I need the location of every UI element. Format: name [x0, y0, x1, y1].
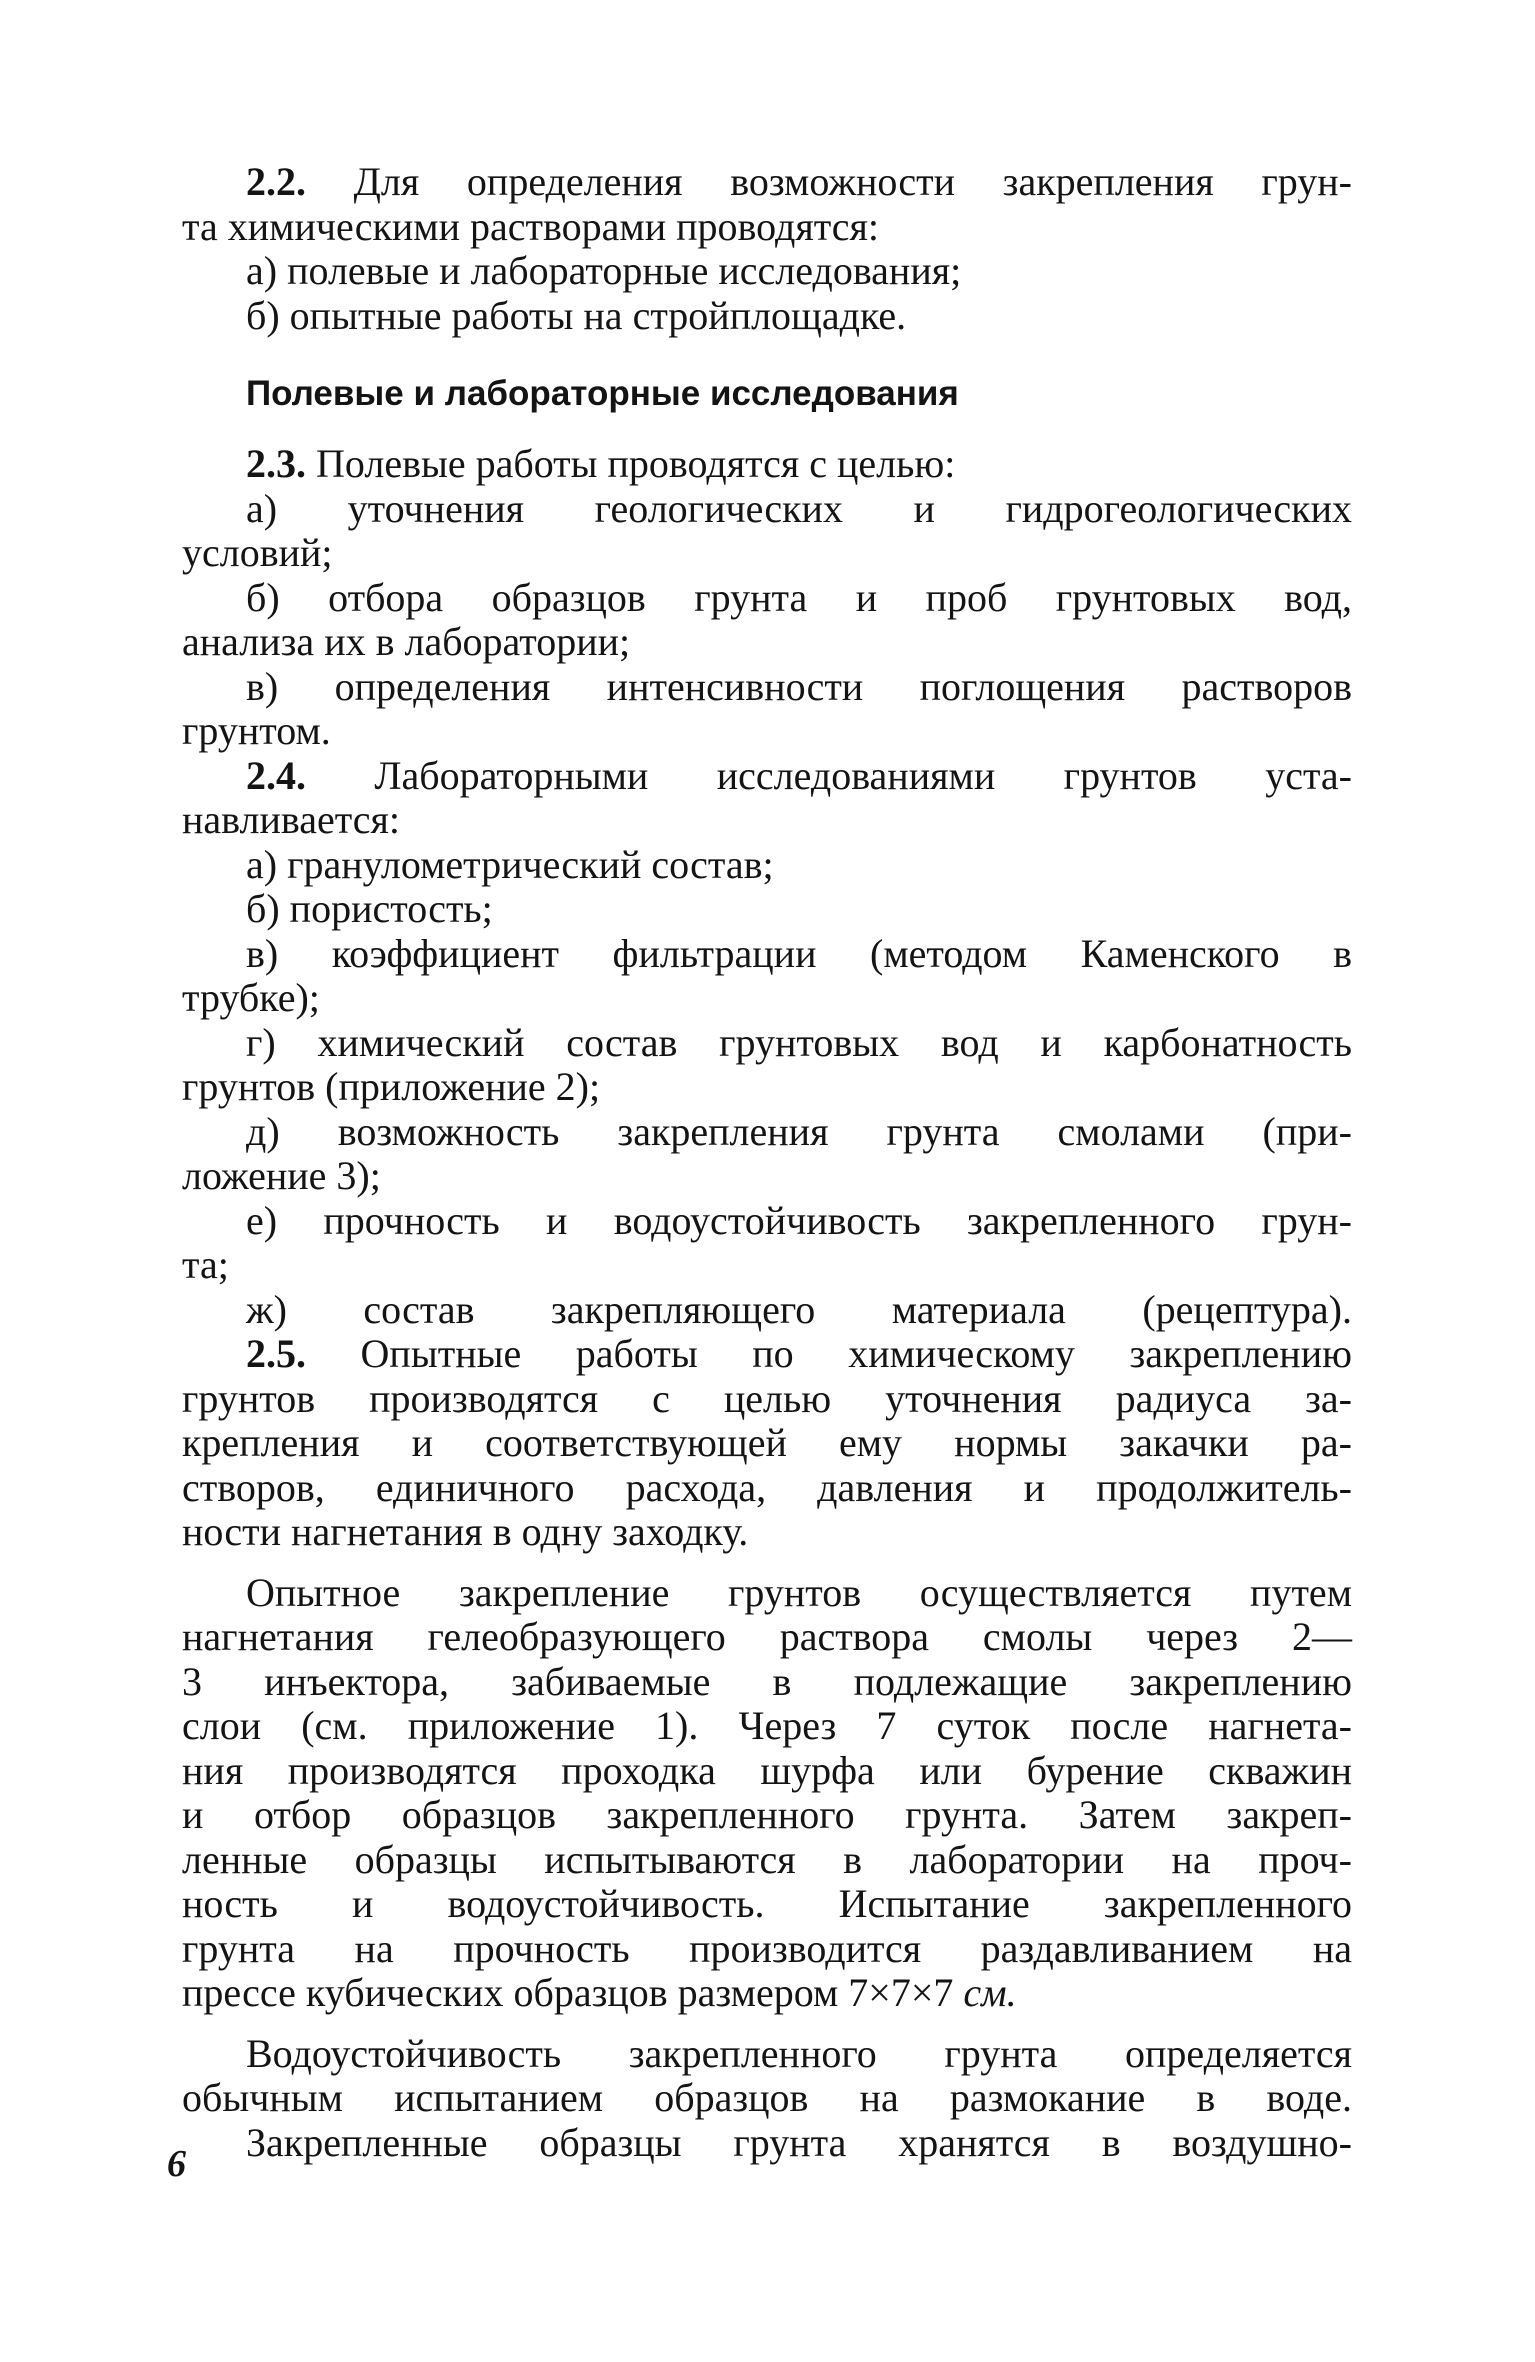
list-item-d-line-1: г) химический состав грунтовых вод и карбонатность	[246, 1019, 1352, 1065]
paragraph-2-line-7: ленные образцы испытываются в лаборатории на проч-	[182, 1836, 1352, 1882]
list-item-b: б) пористость;	[246, 886, 493, 931]
section-number: 2.5.	[246, 1331, 306, 1376]
list-item-b: б) опытные работы на стройплощадке.	[246, 292, 907, 338]
section-2-4-line-1: 2.4. Лабораторными исследованиями грунтов уста-	[246, 752, 1352, 798]
section-number: 2.2.	[246, 159, 306, 204]
list-item-c-line-2: трубке);	[182, 975, 320, 1020]
list-item-a-line-1: а) уточнения геологических и гидрогеологических	[246, 485, 1352, 531]
list-item-e-line-2: ложение 3);	[182, 1153, 381, 1198]
list-item-f-line-1: е) прочность и водоустойчивость закрепленного грун-	[246, 1197, 1352, 1243]
section-2-3-line-1: 2.3. Полевые работы проводятся с целью:	[246, 441, 956, 486]
section-2-5-line-5: ности нагнетания в одну заходку.	[182, 1509, 749, 1554]
list-item-d-line-2: грунтов (приложение 2);	[182, 1064, 601, 1109]
section-2-5-line-3: крепления и соответствующей ему нормы закачки ра-	[182, 1420, 1352, 1465]
paragraph-3-line-2: обычным испытанием образцов на размокание в воде.	[182, 2075, 1352, 2120]
list-item-c-line-1: в) определения интенсивности поглощения растворов	[246, 663, 1352, 709]
list-item-c-line-2: грунтом.	[182, 708, 331, 753]
paragraph-2-line-8: ность и водоустойчивость. Испытание закрепленного	[182, 1881, 1352, 1926]
paragraph-2-line-2: нагнетания гелеобразующего раствора смолы через 2—	[182, 1614, 1352, 1659]
paragraph-2-line-3: 3 инъектора, забиваемые в подлежащие закреплению	[182, 1658, 1352, 1704]
section-heading: Полевые и лабораторные исследования	[246, 374, 959, 413]
paragraph-2-line-5: ния производятся проходка шурфа или бурение скважин	[182, 1747, 1352, 1793]
list-item-a: а) гранулометрический состав;	[246, 841, 774, 887]
list-item-e-line-1: д) возможность закрепления грунта смолами (при-	[246, 1108, 1352, 1154]
section-2-2-line-2: та химическими растворами проводятся:	[182, 203, 879, 249]
list-item-b-line-1: б) отбора образцов грунта и проб грунтовых вод,	[246, 574, 1352, 620]
section-number: 2.3.	[246, 441, 306, 486]
list-item-c-line-1: в) коэффициент фильтрации (методом Каменского в	[246, 930, 1352, 976]
list-item-f-line-2: та;	[182, 1242, 229, 1287]
paragraph-4-line-1: Закрепленные образцы грунта хранятся в воздушно-	[246, 2119, 1352, 2165]
paragraph-2-line-6: и отбор образцов закрепленного грунта. Затем закреп-	[182, 1792, 1352, 1837]
section-2-5-line-4: створов, единичного расхода, давления и продолжитель-	[182, 1464, 1352, 1510]
document-body	[182, 160, 1352, 2165]
list-item-b-line-2: анализа их в лаборатории;	[182, 619, 631, 664]
section-2-2-line-1: 2.2. Для определения возможности закрепления грун-	[246, 159, 1352, 204]
paragraph-2-line-10: прессе кубических образцов размером 7×7×7 см.	[182, 1970, 1017, 2015]
section-number: 2.4.	[246, 752, 306, 798]
list-item-a: а) полевые и лабораторные исследования;	[246, 248, 962, 293]
section-2-5-line-1: 2.5. Опытные работы по химическому закреплению	[246, 1331, 1352, 1376]
paragraph-2-line-1: Опытное закрепление грунтов осуществляется путем	[246, 1569, 1352, 1615]
section-2-5-line-2: грунтов производятся с целью уточнения радиуса за-	[182, 1375, 1352, 1421]
paragraph-3-line-1: Водоустойчивость закрепленного грунта определяется	[246, 2030, 1352, 2076]
unit-cm: см.	[963, 1970, 1017, 2015]
paragraph-2-line-9: грунта на прочность производится раздавливанием на	[182, 1925, 1352, 1971]
section-2-4-line-2: навливается:	[182, 797, 400, 842]
list-item-a-line-2: условий;	[182, 530, 333, 575]
paragraph-2-line-4: слои (см. приложение 1). Через 7 суток после нагнета-	[182, 1703, 1352, 1748]
page-number: 6	[167, 2143, 186, 2185]
list-item-g: ж) состав закрепляющего материала (рецептура).	[246, 1286, 1352, 1332]
